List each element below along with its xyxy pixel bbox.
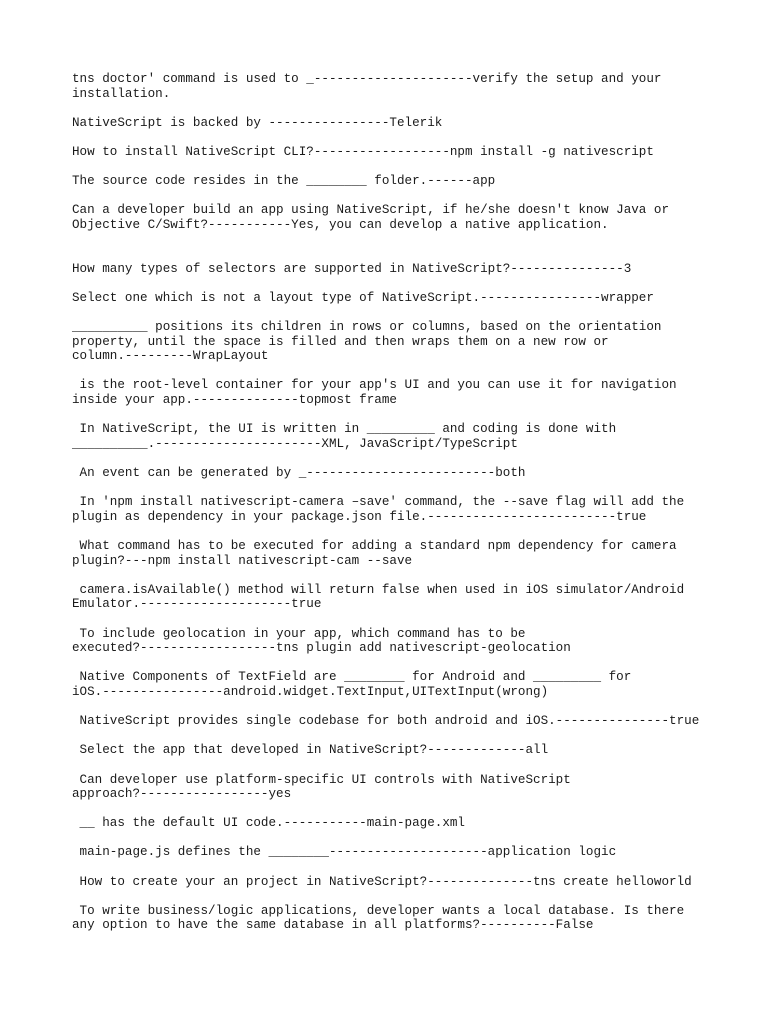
text-line: column.---------WrapLayout bbox=[72, 349, 269, 364]
text-line: Objective C/Swift?-----------Yes, you can develop a native application. bbox=[72, 217, 609, 232]
text-line: To write business/logic applications, developer wants a local database. Is there bbox=[72, 903, 685, 918]
text-line: How to install NativeScript CLI?------------------npm install -g nativescript bbox=[72, 144, 654, 159]
qa-item-8 bbox=[72, 320, 712, 364]
qa-item-4 bbox=[72, 174, 712, 189]
qa-item-14 bbox=[72, 583, 712, 612]
qa-item-19 bbox=[72, 773, 712, 802]
qa-item-17 bbox=[72, 714, 712, 729]
text-line: installation. bbox=[72, 86, 171, 101]
text-line: NativeScript provides single codebase for both android and iOS.---------------true bbox=[72, 714, 700, 729]
text-line: tns doctor' command is used to _---------------------verify the setup and your bbox=[72, 72, 662, 86]
qa-item-16 bbox=[72, 670, 712, 699]
text-line: camera.isAvailable() method will return false when used in iOS simulator/Android bbox=[72, 582, 685, 597]
qa-item-21 bbox=[72, 845, 712, 860]
text-line: inside your app.--------------topmost frame bbox=[72, 393, 397, 408]
text-line: Select one which is not a layout type of NativeScript.----------------wrapper bbox=[72, 290, 654, 305]
text-line: any option to have the same database in all platforms?----------False bbox=[72, 918, 594, 933]
text-line: How to create your an project in NativeScript?--------------tns create helloworld bbox=[72, 874, 692, 889]
qa-item-12 bbox=[72, 495, 712, 524]
text-line: NativeScript is backed by ----------------Telerik bbox=[72, 115, 443, 130]
text-line: In 'npm install nativescript-camera –save' command, the --save flag will add the bbox=[72, 495, 685, 510]
text-line: Can a developer build an app using NativeScript, if he/she doesn't know Java or bbox=[72, 203, 670, 218]
text-line: is the root-level container for your app's UI and you can use it for navigation bbox=[72, 378, 677, 393]
qa-item-11 bbox=[72, 466, 712, 481]
text-line: Native Components of TextField are ________ for Android and _________ for bbox=[72, 670, 632, 685]
qa-item-1 bbox=[72, 72, 712, 101]
qa-item-13 bbox=[72, 539, 712, 568]
text-line: __________.----------------------XML, JavaScript/TypeScript bbox=[72, 436, 518, 451]
text-line: executed?------------------tns plugin add nativescript-geolocation bbox=[72, 641, 571, 656]
qa-item-7 bbox=[72, 291, 712, 306]
text-line: In NativeScript, the UI is written in _________ and coding is done with bbox=[72, 422, 617, 437]
text-line: How many types of selectors are supported in NativeScript?---------------3 bbox=[72, 261, 632, 276]
text-line: property, until the space is filled and then wraps them on a new row or bbox=[72, 334, 609, 349]
text-line: approach?-----------------yes bbox=[72, 787, 292, 802]
text-line: Emulator.--------------------true bbox=[72, 597, 322, 612]
qa-item-5 bbox=[72, 203, 712, 232]
qa-item-20 bbox=[72, 816, 712, 831]
qa-item-22 bbox=[72, 875, 712, 890]
text-line: To include geolocation in your app, which command has to be bbox=[72, 626, 526, 641]
text-line: __ has the default UI code.-----------main-page.xml bbox=[72, 816, 465, 831]
qa-item-9 bbox=[72, 378, 712, 407]
text-line: Select the app that developed in NativeScript?-------------all bbox=[72, 743, 549, 758]
text-line: The source code resides in the ________ folder.------app bbox=[72, 174, 496, 189]
text-line: __________ positions its children in rows or columns, based on the orientation bbox=[72, 320, 662, 335]
qa-item-10 bbox=[72, 422, 712, 451]
text-line: An event can be generated by _-------------------------both bbox=[72, 466, 526, 481]
text-line: plugin?---npm install nativescript-cam --save bbox=[72, 553, 413, 568]
qa-item-3 bbox=[72, 145, 712, 160]
text-line: plugin as dependency in your package.json file.-------------------------true bbox=[72, 509, 647, 524]
qa-item-15 bbox=[72, 627, 712, 656]
text-line: iOS.----------------android.widget.TextInput,UITextInput(wrong) bbox=[72, 684, 549, 699]
qa-item-23 bbox=[72, 904, 712, 933]
text-line: Can developer use platform-specific UI controls with NativeScript bbox=[72, 772, 571, 787]
text-line: What command has to be executed for adding a standard npm dependency for camera bbox=[72, 539, 677, 553]
qa-item-18 bbox=[72, 743, 712, 758]
qa-item-6 bbox=[72, 262, 712, 277]
qa-item-2 bbox=[72, 116, 712, 131]
document-body bbox=[72, 72, 712, 933]
text-line: main-page.js defines the ________---------------------application logic bbox=[72, 845, 617, 860]
